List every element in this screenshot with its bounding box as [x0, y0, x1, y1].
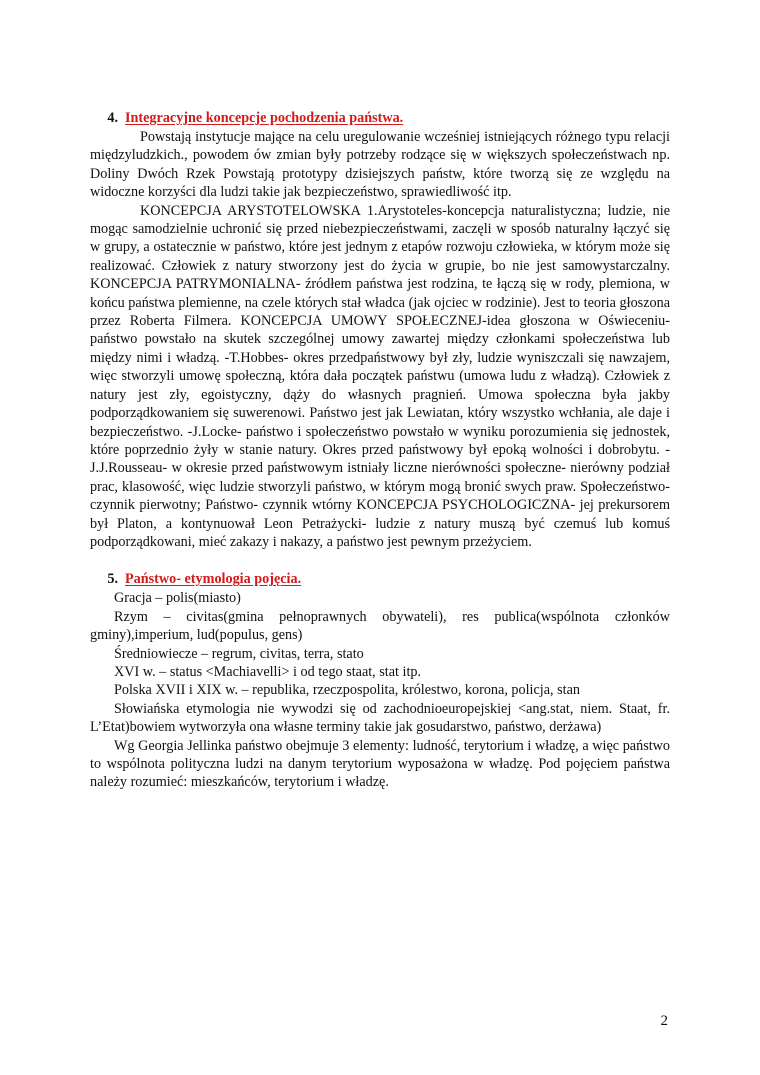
etymology-line-middle-ages: Średniowiecze – regrum, civitas, terra, stato — [114, 645, 364, 662]
section-4-paragraph-1: Powstają instytucje mające na celu uregulowanie wcześniej istniejących różnego typu relacji międzyludzkich., powodem ów zmian były potrzeby rodzące się w większych społeczeństwach np. Doliny Dwóch Rzek Powstają prototypy dzisiejszych państw, które tworzą się ze względu na widoczne korzyści dla ludzi takie jak bezpieczeństwo, sprawiedliwość itp. — [90, 129, 670, 201]
section-5 — [90, 570, 670, 791]
page-number: 2 — [660, 1013, 668, 1029]
etymology-line-slavic: Słowiańska etymologia nie wywodzi się od zachodnioeuropejskiej <ang.stat, niem. Staat, fr. L’Etat)bowiem wytworzyła ona własne terminy takie jak gosudarstwo, państwo, derżawa) — [90, 700, 670, 736]
section-4-title: Integracyjne koncepcje pochodzenia państwa. — [125, 110, 404, 126]
section-4 — [90, 109, 670, 551]
etymology-line-poland: Polska XVII i XIX w. – republika, rzeczpospolita, królestwo, korona, policja, stan — [114, 682, 580, 699]
etymology-line-greece: Gracja – polis(miasto) — [114, 590, 241, 607]
etymology-line-rome: Rzym – civitas(gmina pełnoprawnych obywateli), res publica(wspólnota członków gminy),imperium, lud(populus, gens) — [90, 608, 670, 644]
section-5-title: Państwo- etymologia pojęcia. — [125, 571, 302, 588]
section-4-paragraph-2: KONCEPCJA ARYSTOTELOWSKA 1.Arystoteles-koncepcja naturalistyczna; ludzie, nie mogąc samodzielnie uchronić się przed niebezpieczeństwami, zaczęli w sposób naturalny łączyć się w grupy, a ostatecznie w państwo, które jest jednym z etapów rozwoju człowieka, w którym może się realizować. Człowiek z natury stworzony jest do życia w grupie, bo nie jest samowystarczalny. KONCEPCJA PATRYMONIALNA- źródłem państwa jest rodzina, te łączą się w rody, plemiona, w końcu państwa plemienne, na czele których stał władca (jak ojciec w rodzinie). Jest to teoria głoszona przez Roberta Filmera. KONCEPCJA UMOWY SPOŁECZNEJ-idea głoszona w Oświeceniu- państwo powstało na skutek szczególnej umowy zawartej między członkami społeczeństwa lub między nimi i władzą. -T.Hobbes- okres przedpaństwowy był zły, ludzie wyniszczali się nawzajem, więc stworzyli umowę społeczną, która dała początek państwu (umowa ludu z władzą). Człowiek z natury jest zły, egoistyczny, dąży do własnych pragnień. Umowa społeczna była jakby podporządkowaniem się suwerenowi. Państwo jest jak Lewiatan, który wszystko wchłania, ale daje i bezpieczeństwo. -J.Locke- państwo i społeczeństwo powstało w wyniku porozumienia się jednostek, które poprzednio żyły w stanie natury. Okres przed państwowy był epoką wolności i dobrobytu. -J.J.Rousseau- w okresie przed państwowym istniały liczne nierówności społeczne- nierówny podział prac, klasowość, więc ludzie stworzyli państwo, w którym mogą bronić swych praw. Społeczeństwo- czynnik pierwotny; Państwo- czynnik wtórny KONCEPCJA PSYCHOLOGICZNA- jej prekursorem był Platon, a kontynuował Leon Petrażycki- ludzie z natury muszą być czemuś lub komuś podporządkowani, mieć zakazy i nakazy, a państwo jest pewnym przeżyciem. — [90, 202, 670, 550]
section-4-heading — [90, 109, 670, 128]
etymology-line-xvi-century: XVI w. – status <Machiavelli> i od tego staat, stat itp. — [114, 663, 422, 680]
section-4-number: 4. — [107, 110, 118, 126]
jellinek-definition: Wg Georgia Jellinka państwo obejmuje 3 elementy: ludność, terytorium i władzę, a więc państwo to wspólnota polityczna ludzi na danym terytorium wyposażona w władzę. Pod pojęciem państwa należy rozumieć: mieszkańców, terytorium i władzę. — [90, 737, 670, 791]
section-5-heading — [90, 570, 670, 589]
section-5-number: 5. — [107, 571, 118, 588]
